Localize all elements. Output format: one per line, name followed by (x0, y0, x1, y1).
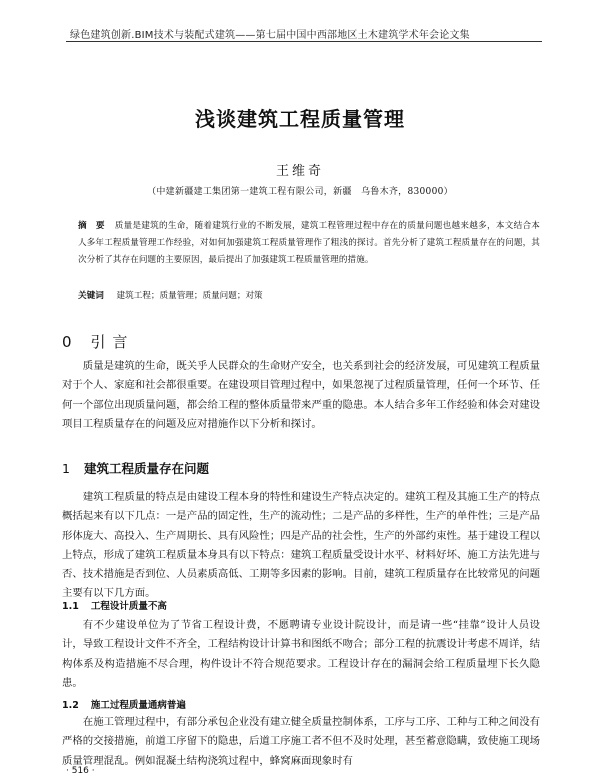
section-0-number: 0 (62, 333, 73, 351)
keywords-label: 关键词 (78, 291, 104, 301)
author-name: 王维奇 (275, 164, 324, 179)
section-0-heading (62, 331, 128, 352)
abstract (78, 218, 540, 269)
keywords (78, 289, 540, 301)
running-header: 绿色建筑创新.BIM技术与装配式建筑——第七届中国中西部地区土木建筑学术年会论文集 (70, 30, 470, 41)
section-1-paragraph: 建筑工程质量的特点是由建设工程本身的特性和建设生产特点决定的。建筑工程及其施工生产的特点概括起来有以下几点：一是产品的固定性，生产的流动性；二是产品的多样性，生产的单件性；三是产品形体庞大、高投入、生产周期长、具有风险性；四是产品的社会性，生产的外部约束性。基于建设工程以上特点，形成了建筑工程质量本身具有以下特点：建筑工程质量受设计水平、材料好坏、施工方法先进与否、技术措施是否到位、人员素质高低、工期等多因素的影响。目前，建筑工程质量存在比较常见的问题主要有以下几方面。 (62, 491, 540, 600)
paper-title: 浅谈建筑工程质量管理 (195, 107, 405, 131)
subsection-1-2-number: 1.2 (62, 700, 79, 711)
author-affiliation: （中建新疆建工集团第一建筑工程有限公司，新疆 乌鲁木齐，830000） (147, 187, 453, 197)
subsection-1-1-paragraph: 有不少建设单位为了节省工程设计费，不愿聘请专业设计院设计，而是请一些“挂靠”设计人员设计，导致工程设计文件不齐全，工程结构设计计算书和图纸不吻合；部分工程的抗震设计考虑不周详，结构体系及构造措施不尽合理，构件设计不符合规范要求。工程设计存在的漏洞会给工程质量埋下长久隐患。 (62, 619, 540, 689)
subsection-1-1-number: 1.1 (62, 601, 79, 612)
subsection-1-1-heading (62, 598, 167, 612)
subsection-1-1-title: 工程设计质量不高 (90, 601, 167, 612)
section-0-paragraph: 质量是建筑的生命，既关乎人民群众的生命财产安全，也关系到社会的经济发展，可见建筑工程质量对于个人、家庭和社会都很重要。在建设项目管理过程中，如果忽视了过程质量管理，任何一个环节、任何一个部位出现质量问题，都会给工程的整体质量带来严重的隐患。本人结合多年工作经验和体会对建设项目工程质量存在的问题及应对措施作以下分析和探讨。 (62, 360, 540, 430)
section-0-title: 引 言 (90, 333, 129, 351)
section-1-number: 1 (62, 461, 70, 476)
abstract-text: 质量是建筑的生命，随着建筑行业的不断发展，建筑工程管理过程中存在的质量问题也越来越多，本文结合本人多年工程质量管理工作经验，对如何加强建筑工程质量管理作了粗浅的探讨。首先分析了建筑工程质量存在的问题，其次分析了其存在问题的主要原因，最后提出了加强建筑工程质量管理的措施。 (78, 221, 540, 265)
subsection-1-2-paragraph: 在施工管理过程中，有部分承包企业没有建立健全质量控制体系，工序与工序、工种与工种之间没有严格的交接措施，前道工序留下的隐患，后道工序施工者不但不及时处理，甚至蓄意隐瞒，致使施工现场质量管理混乱。例如混凝土结构浇筑过程中，蜂窝麻面现象时有 (62, 716, 540, 767)
section-1-title: 建筑工程质量存在问题 (83, 461, 209, 476)
keywords-text: 建筑工程；质量管理；质量问题；对策 (116, 291, 263, 301)
subsection-1-2-heading (62, 697, 186, 711)
header-rule (66, 41, 542, 42)
abstract-label: 摘 要 (78, 221, 108, 231)
subsection-1-2-title: 施工过程质量通病普遍 (90, 700, 186, 711)
page-number: · 516 · (66, 766, 95, 776)
section-1-heading (62, 459, 209, 477)
